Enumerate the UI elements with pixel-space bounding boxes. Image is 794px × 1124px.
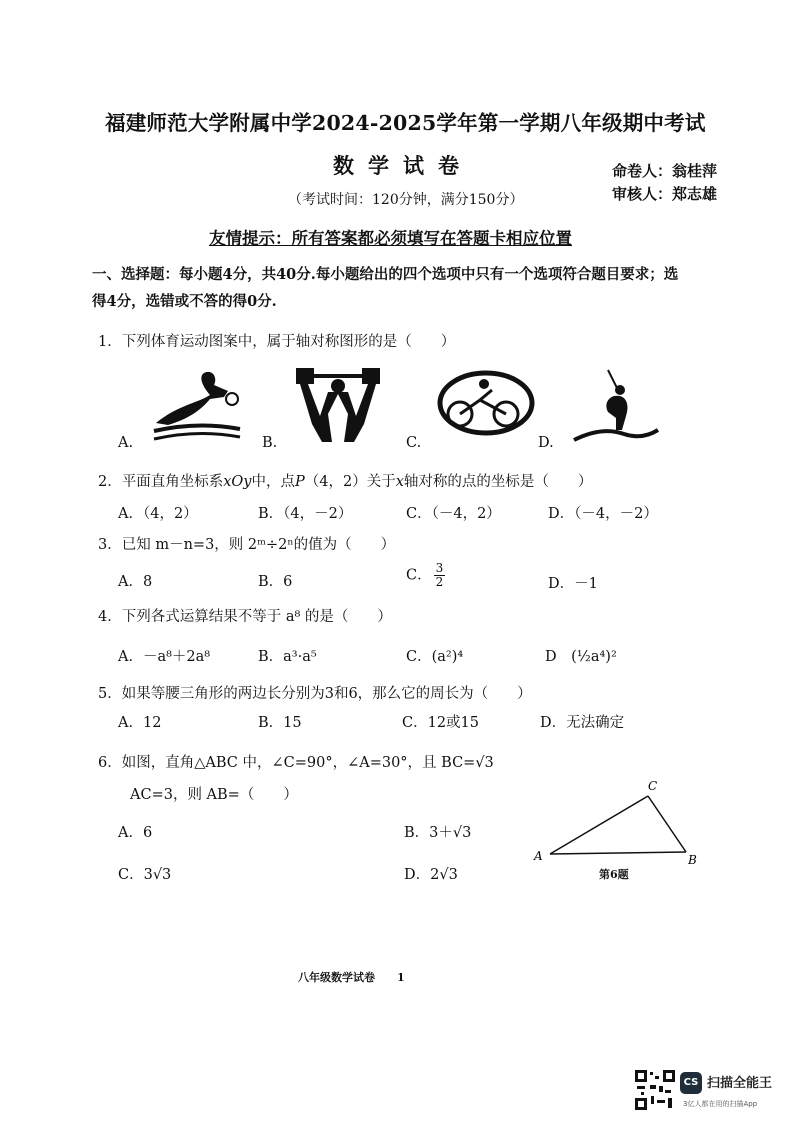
q1-option-a: A. (118, 435, 134, 451)
scanner-app-tagline: 3亿人都在用的扫描App (683, 1100, 758, 1108)
q2-stem-prefix: 2．平面直角坐标系 (98, 474, 224, 490)
tip-text: 友情提示：所有答案都必须填写在答题卡相应位置 (209, 229, 572, 248)
q2-option-d: D．（－4，－2） (548, 506, 658, 522)
golf-figure-icon (572, 364, 660, 446)
q6-option-a: A．6 (118, 825, 153, 841)
q6-option-d: D．2√3 (404, 867, 458, 883)
q4-option-b: B．a³·a⁵ (258, 649, 317, 665)
cycling-figure-icon (436, 370, 536, 436)
q1-stem: 1．下列体育运动图案中，属于轴对称图形的是（ ） (98, 334, 456, 350)
q2-option-b: B．（4，－2） (258, 506, 353, 522)
q2-stem-mid: 中，点 (251, 474, 295, 490)
q2-stem-mid2: （4，2）关于 (304, 474, 396, 490)
vertex-label-c: C (648, 779, 658, 793)
q3-option-a: A．8 (118, 574, 153, 590)
q2-stem (98, 470, 592, 491)
exam-info: （考试时间：120分钟，满分150分） (288, 192, 524, 208)
q6-option-c: C．3√3 (118, 867, 172, 883)
q5-option-a: A．12 (118, 715, 162, 731)
q5-option-c: C．12或15 (402, 715, 479, 731)
q5-option-b: B．15 (258, 715, 302, 731)
reviewer-label: 审核人：郑志雄 (612, 185, 718, 203)
section-heading-line1: 一、选择题：每小题4分，共40分.每小题给出的四个选项中只有一个选项符合题目要求；选 (92, 266, 679, 283)
triangle-side-cb (648, 796, 686, 852)
page-footer: 八年级数学试卷 1 (298, 971, 405, 984)
vertex-label-b: B (688, 853, 697, 866)
vertex-label-a: A (534, 849, 543, 863)
author-label: 命卷人：翁桂萍 (612, 162, 718, 180)
q6-stem-line1: 6．如图，直角△ABC 中，∠C=90°，∠A=30°，且 BC=√3 (98, 755, 494, 771)
q6-option-b: B．3＋√3 (404, 825, 472, 841)
q3-option-c-label: C． (406, 567, 432, 584)
q2-stem-axis: x (395, 474, 404, 490)
q1-option-b: B. (262, 435, 278, 451)
q5-stem: 5．如果等腰三角形的两边长分别为3和6，那么它的周长为（ ） (98, 686, 532, 702)
scanner-app-badge-icon: CS (680, 1072, 702, 1094)
triangle-side-ab (550, 852, 686, 854)
q5-option-d: D．无法确定 (540, 715, 625, 731)
q4-option-a: A．－a⁸＋2a⁸ (118, 649, 211, 665)
q3-stem: 3．已知 m－n=3，则 2ᵐ÷2ⁿ的值为（ ） (98, 537, 396, 553)
subject-title: 数学试卷 (333, 153, 473, 178)
q1-option-c: C. (406, 435, 422, 451)
section-heading-line2: 得4分，选错或不答的得0分. (92, 293, 277, 310)
q3-option-c-fraction (434, 562, 446, 589)
weightlifting-figure-icon (292, 364, 384, 446)
q2-stem-point: P (295, 474, 305, 490)
q6-triangle-figure (528, 776, 708, 866)
q3-option-b: B．6 (258, 574, 293, 590)
q2-option-a: A．（4，2） (118, 506, 198, 522)
q4-option-d: D (½a⁴)² (545, 649, 617, 665)
q2-stem-var: xOy (223, 474, 252, 490)
q2-stem-end: 轴对称的点的坐标是（ ） (403, 474, 593, 490)
volleyball-figure-icon (148, 365, 248, 447)
q4-option-c: C．(a²)⁴ (406, 649, 464, 665)
q6-figure-caption: 第6题 (599, 868, 629, 881)
fraction-denominator: 2 (435, 575, 444, 589)
exam-title: 福建师范大学附属中学2024-2025学年第一学期八年级期中考试 (105, 111, 706, 135)
q3-option-d: D．－1 (548, 576, 598, 592)
q6-stem-line2: AC=3，则 AB=（ ） (130, 787, 298, 803)
qr-code-icon (635, 1070, 675, 1110)
q1-option-d: D. (538, 435, 554, 451)
fraction-numerator: 3 (435, 561, 444, 575)
q3-option-c (406, 562, 447, 589)
q2-option-c: C．（－4，2） (406, 506, 501, 522)
q4-stem: 4．下列各式运算结果不等于 a⁸ 的是（ ） (98, 609, 392, 625)
triangle-side-ac (550, 796, 648, 854)
scanner-app-name: 扫描全能王 (707, 1076, 773, 1091)
